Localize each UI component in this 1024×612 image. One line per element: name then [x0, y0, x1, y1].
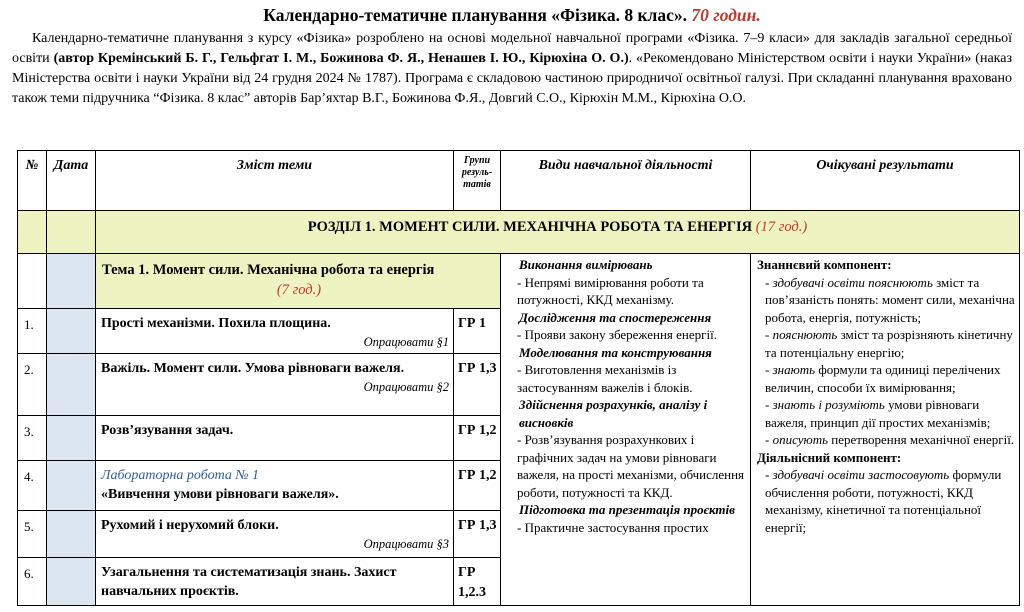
activities-cell: Виконання вимірювань - Непрямі вимірювання роботи та потужності, ККД механізму. Дослідження та спостереження - Прояви закону збереження енергії. Моделювання та конструювання - Виготовлення механізмів із застосуванням важелів і блоків. Здійснення розрахунків, аналізу і висновків - Розв’язування розрахункових і графічних задач на умови рівноваги важеля, на прості механізми, обчислення роботи, потужності та ККД. Підготовка та презентація проєктів - Практичне застосування простих — [501, 254, 751, 606]
intro-text-1: Календарно-тематичне планування з курсу «Фізика» розроблено на основі модельної навчальної програми «Фізика. 7–9 класи» для закладів загальної середньої освіти — [12, 31, 1012, 66]
table-row: 6. Узагальнення та систематизація знань. Захист навчальних проєктів. ГР 1,2.3 — [18, 558, 1020, 606]
header-activities: Види навчальної діяльності — [501, 151, 751, 211]
header-groups: Групи резуль-татів — [454, 151, 501, 211]
header-date: Дата — [47, 151, 96, 211]
header-results: Очікувані результати — [751, 151, 1020, 211]
table-row: 3. Розв’язування задач. ГР 1,2 — [18, 416, 1020, 461]
section-row — [18, 211, 1020, 254]
table-header-row — [18, 151, 1020, 211]
table-row: 5. Рухомий і нерухомий блоки. Опрацювати §3 ГР 1,3 — [18, 511, 1020, 558]
header-num: № — [18, 151, 47, 211]
results-cell: Знаннєвий компонент: - здобувачі освіти пояснюють зміст та пов’язаність понять: момент сили, механічна робота, енергія, потужність; - пояснюють зміст та розрізняють кінетичну та потенціальну енергію; - знають формули та одиниці перелічених величин, способи їх вимірювання; - знають і розуміють умови рівноваги важеля, принцип дії простих механізмів; - описують перетворення механічної енергії. Діяльнісний компонент: - здобувачі освіти застосовують формули обчислення роботи, потужності, ККД механізму, кінетичної та потенціальної енергії; — [751, 254, 1020, 606]
table-row: 4. Лабораторна робота № 1 «Вивчення умови рівноваги важеля». ГР 1,2 — [18, 461, 1020, 511]
section-title: РОЗДІЛ 1. МОМЕНТ СИЛИ. МЕХАНІЧНА РОБОТА ТА ЕНЕРГІЯ (17 год.) — [96, 211, 1020, 254]
title-hours: 70 годин. — [691, 5, 761, 25]
table-row: 1. Прості механізми. Похила площина. Опрацювати §1 ГР 1 — [18, 309, 1020, 354]
table-row: 2. Важіль. Момент сили. Умова рівноваги важеля. Опрацювати §2 ГР 1,3 — [18, 354, 1020, 416]
topic-row — [18, 254, 1020, 309]
intro-paragraph — [12, 29, 1012, 109]
title-main: Календарно-тематичне планування «Фізика. 8 клас». — [263, 5, 687, 25]
document-title — [0, 5, 1024, 26]
topic-title: Тема 1. Момент сили. Механічна робота та енергія (7 год.) — [96, 254, 501, 309]
header-content: Зміст теми — [96, 151, 454, 211]
plan-table — [17, 150, 1020, 606]
intro-text-2: . «Рекомендовано Міністерством освіти і науки України» (наказ Міністерства освіти і науки України від 24 грудня 2024 № 1787). Програма є складовою частиною природничої освітньої галузі. При складанні планування враховано також теми підручника “Фізика. 8 клас” авторів Бар’яхтар В.Г., Божинова Ф.Я., Довгий С.О., Кірюхін М.М., Кірюхіна О.О. — [12, 51, 1012, 106]
intro-authors: (автор Кремінський Б. Г., Гельфгат І. М., Божинова Ф. Я., Ненашев І. Ю., Кірюхіна О. О.) — [53, 51, 629, 66]
